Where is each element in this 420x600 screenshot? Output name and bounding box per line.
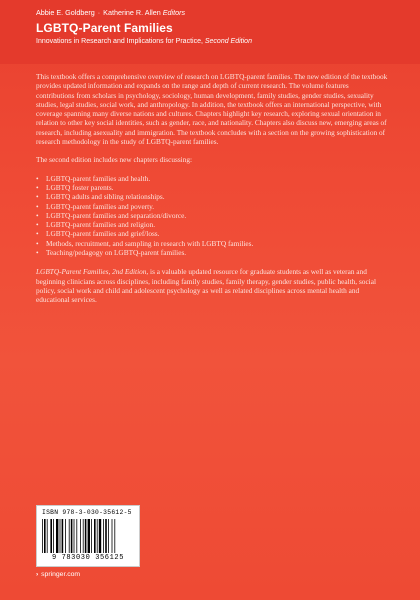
editors-role: Editors	[162, 8, 186, 17]
barcode-bar	[60, 519, 61, 553]
author-name: Abbie E. Goldberg	[36, 8, 95, 17]
list-item: • LGBTQ-parent families and poverty.	[36, 202, 388, 211]
book-title-italic: LGBTQ-Parent Families, 2nd Edition,	[36, 267, 149, 277]
barcode-digits: 9 783030 356125	[51, 554, 124, 562]
isbn-barcode	[36, 505, 140, 567]
barcode-bar	[65, 519, 66, 553]
barcode-bar	[112, 519, 113, 553]
barcode-bar	[74, 519, 75, 553]
list-item: • LGBTQ-parent families and health.	[36, 174, 388, 183]
list-item: • Methods, recruitment, and sampling in research with LGBTQ families.	[36, 239, 388, 248]
barcode-bar	[53, 519, 54, 553]
barcode-bar	[56, 519, 58, 553]
barcode-bar	[62, 519, 64, 553]
barcode-bar	[42, 519, 43, 553]
barcode-bar	[69, 519, 70, 553]
cover-header	[36, 8, 396, 45]
blurb-paragraph	[36, 267, 388, 304]
barcode-bar	[50, 519, 52, 553]
book-title: LGBTQ-Parent Families	[36, 21, 173, 35]
list-item: • LGBTQ-parent families and separation/divorce.	[36, 211, 388, 220]
list-item: • LGBTQ-parent families and religion.	[36, 220, 388, 229]
publisher-url[interactable]	[36, 571, 80, 578]
publisher-link[interactable]: springer.com	[41, 571, 81, 578]
subtitle-text: Innovations in Research and Implications for Practice,	[36, 38, 203, 45]
barcode-bar	[97, 519, 98, 553]
barcode-bar	[44, 519, 46, 553]
barcode-bar	[103, 519, 104, 553]
list-item: • LGBTQ adults and sibling relationships.	[36, 192, 388, 201]
barcode-bar	[114, 519, 115, 553]
list-item: • Teaching/pedagogy on LGBTQ-parent families.	[36, 248, 388, 257]
blurb-paragraph: This textbook offers a comprehensive overview of research on LGBTQ-parent families. The new edition of the textbook provides updated information and expands on the range and depth of current research. The volume features contributions from scholars in psychology, sociology, human development, family studies, gender studies, sexuality studies, legal studies, social work, and anthropology. In addition, the textbook offers an international perspective, with coverage spanning many diverse nations and cultures. Chapters highlight key research, exploring sexual orientation in relation to other key social identities, such as gender, race, and nationality. Chapters also discuss new, emerging areas of research, including asexuality and immigration. The textbook concludes with a section on the growing sophistication of research methodology in the study of LGBTQ-parent families.	[36, 72, 388, 147]
barcode-bar	[99, 519, 101, 553]
author-separator: ·	[97, 8, 101, 17]
barcode-bar	[94, 519, 96, 553]
barcode-bar	[108, 519, 109, 553]
list-item: • LGBTQ-parent families and grief/loss.	[36, 229, 388, 238]
book-subtitle	[36, 38, 396, 45]
barcode-bars	[42, 519, 134, 553]
barcode-bar	[71, 519, 73, 553]
editors-line	[36, 8, 396, 17]
barcode-bar	[85, 519, 87, 553]
isbn-number: ISBN 978-3-030-35612-5	[42, 509, 132, 516]
barcode-bar	[47, 519, 48, 553]
barcode-bar	[83, 519, 84, 553]
new-chapters-list	[36, 174, 388, 258]
barcode-bar	[80, 519, 81, 553]
blurb	[36, 72, 388, 314]
barcode-bar	[91, 519, 92, 553]
list-item: • LGBTQ foster parents.	[36, 183, 388, 192]
edition-text: Second Edition	[204, 38, 252, 45]
blurb-text: is a valuable updated resource for graduate students as well as veteran and beginning clinicians across disciplines, including family studies, family therapy, gender studies, public health, social policy, social work and child and adolescent psychology as well as related disciplines across mental health and educational services.	[36, 267, 376, 305]
blurb-paragraph: The second edition includes new chapters discussing:	[36, 155, 193, 165]
barcode-bar	[105, 519, 107, 553]
barcode-bar	[88, 519, 90, 553]
barcode-bar	[76, 519, 77, 553]
arrow-icon: ›	[36, 571, 39, 578]
author-name: Katherine R. Allen	[103, 8, 161, 17]
